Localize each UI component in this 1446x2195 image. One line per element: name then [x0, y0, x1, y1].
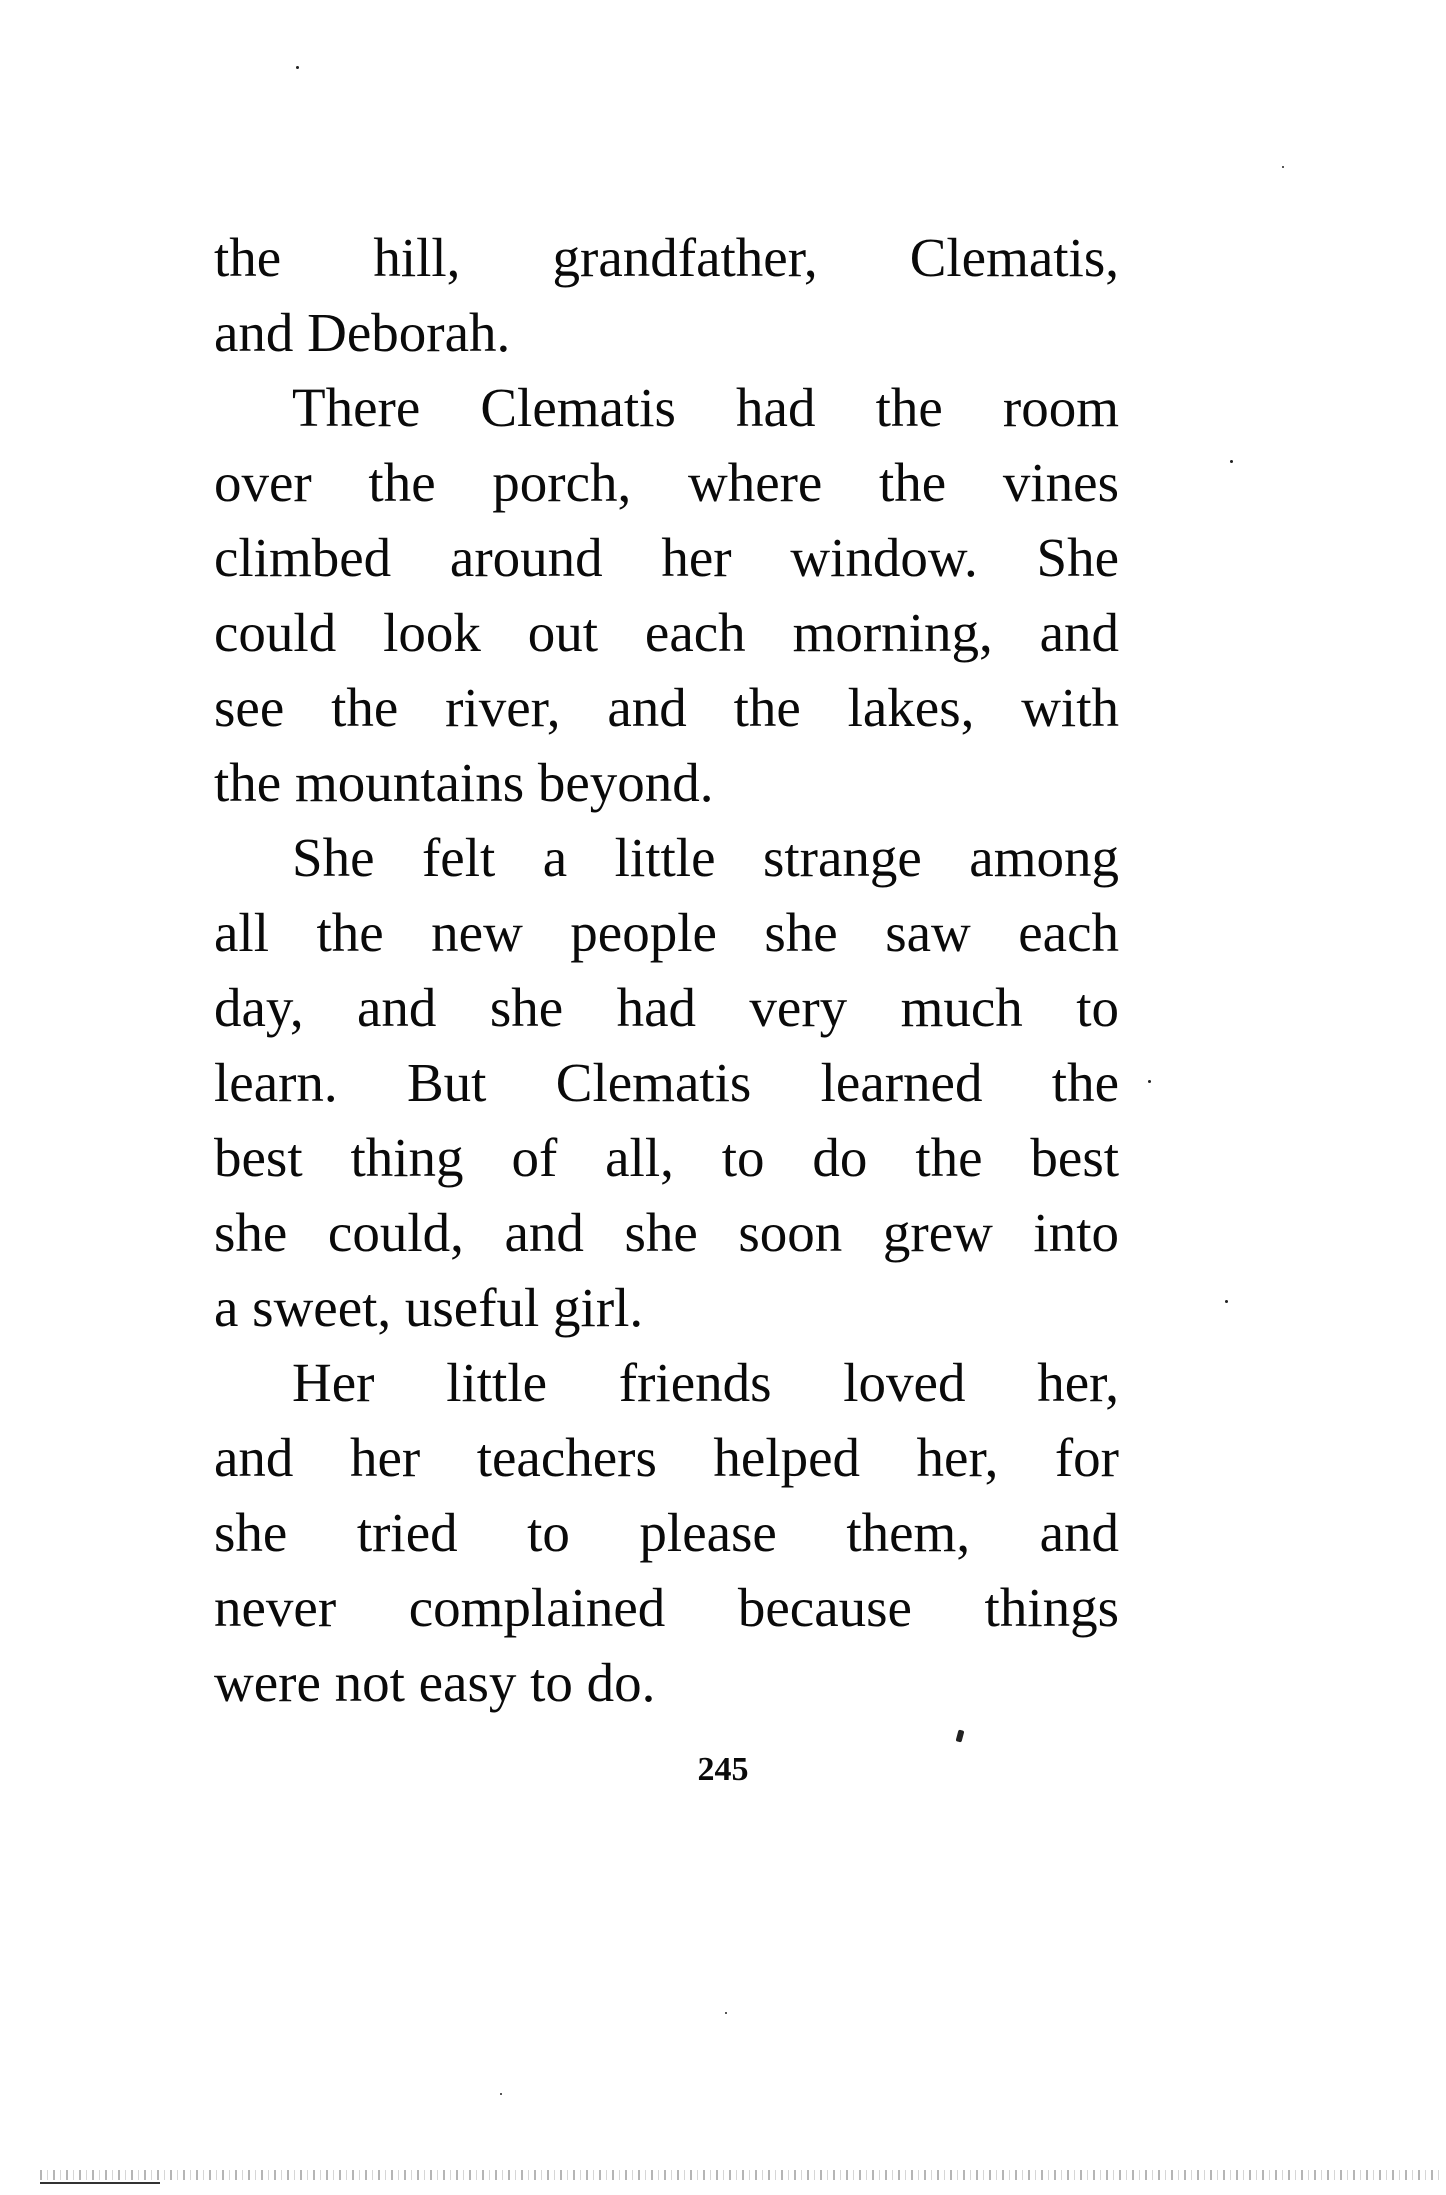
text-line: climbed around her window. She [214, 527, 1119, 588]
scan-speck [956, 1729, 965, 1742]
scan-edge-noise [40, 2170, 1440, 2180]
text-line: all the new people she saw each [214, 902, 1119, 963]
scan-speck [1225, 1300, 1228, 1303]
scan-speck [296, 66, 299, 69]
scan-speck [1148, 1080, 1151, 1083]
text-line: day, and she had very much to [214, 977, 1119, 1038]
text-line: were not easy to do. [214, 1652, 656, 1713]
scan-speck [500, 2093, 502, 2095]
text-line: never complained because things [214, 1577, 1119, 1638]
text-line: learn. But Clematis learned the [214, 1052, 1119, 1113]
text-line: Her little friends loved her, [292, 1352, 1119, 1413]
text-line: she tried to please them, and [214, 1502, 1119, 1563]
page-number: 245 [697, 1751, 749, 1788]
scan-speck [725, 2012, 727, 2014]
text-line: She felt a little strange among [292, 827, 1119, 888]
text-line: the mountains beyond. [214, 752, 714, 813]
text-line: see the river, and the lakes, with [214, 677, 1119, 738]
text-line: best thing of all, to do the best [214, 1127, 1119, 1188]
scan-speck [1282, 166, 1284, 168]
text-line: the hill, grandfather, Clematis, [214, 227, 1119, 288]
body-text [214, 220, 1119, 1720]
text-line: she could, and she soon grew into [214, 1202, 1119, 1263]
text-line: a sweet, useful girl. [214, 1277, 644, 1338]
text-line: could look out each morning, and [214, 602, 1119, 663]
scan-speck [1230, 460, 1233, 463]
text-line: over the porch, where the vines [214, 452, 1119, 513]
text-line: There Clematis had the room [292, 377, 1119, 438]
text-line: and Deborah. [214, 302, 511, 363]
scan-edge-line [40, 2182, 160, 2184]
text-line: and her teachers helped her, for [214, 1427, 1119, 1488]
